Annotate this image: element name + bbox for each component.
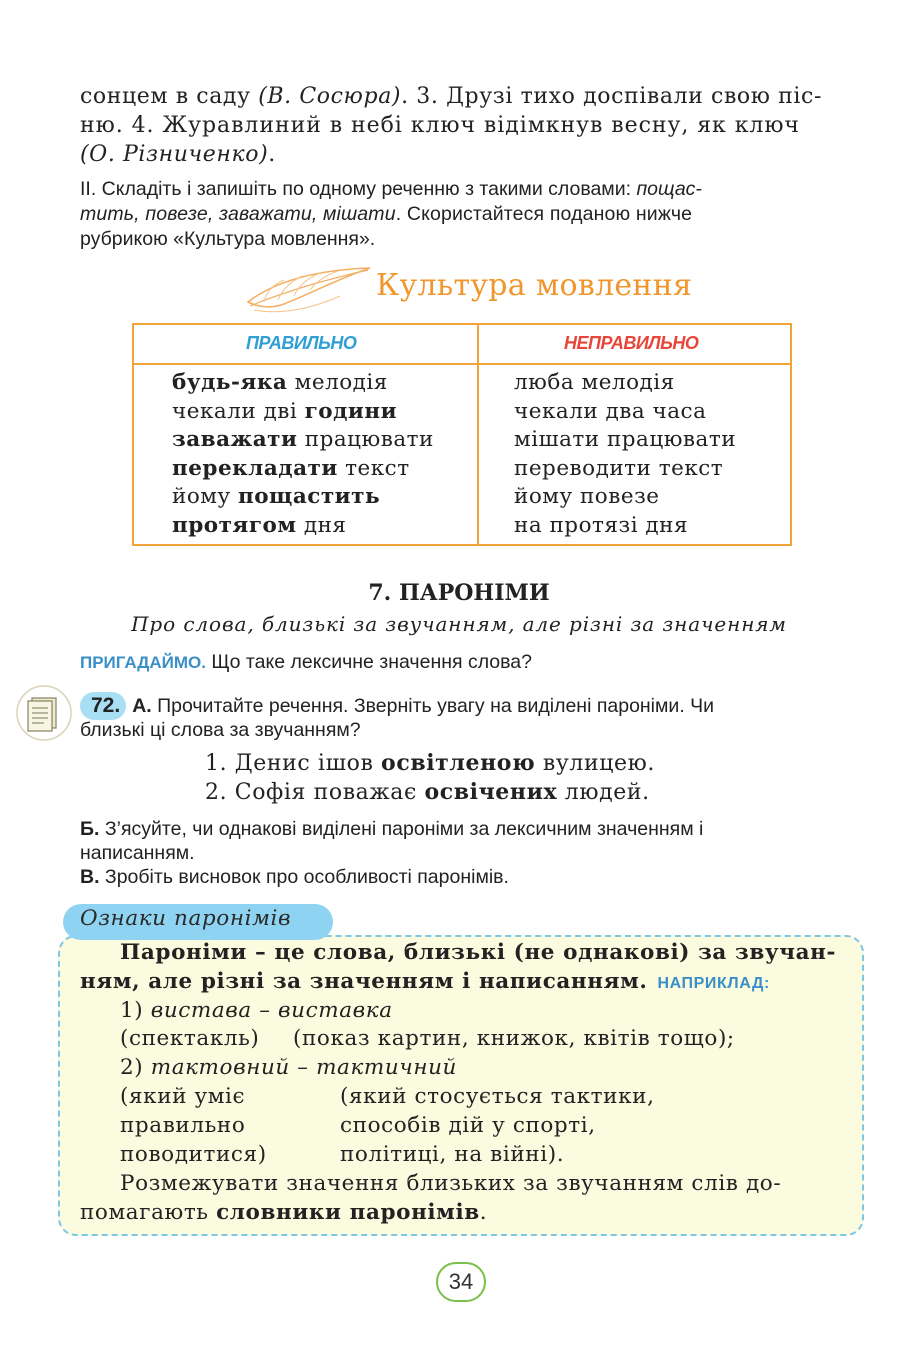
text-fragment: Розмежувати значення близьких за звучанням слів до-: [120, 1171, 782, 1196]
part-v-text: Зробіть висновок про особливості паронімів.: [99, 866, 509, 888]
highlighted-word: години: [304, 398, 398, 424]
paronym-word: освітленою: [381, 750, 536, 776]
section-subtitle: Про слова, близькі за звучанням, але різні за значенням: [131, 612, 787, 636]
rule-line: [293, 1026, 735, 1051]
text-fragment: вулицею.: [535, 751, 655, 776]
incorrect-item: мішати працювати: [514, 427, 737, 453]
text-fragment: працювати: [297, 427, 434, 453]
highlighted-word: протягом: [172, 512, 297, 538]
text-fragment: пощас-: [636, 178, 702, 200]
rule-line: [120, 1026, 259, 1051]
part-b-text: написанням.: [80, 842, 195, 864]
text-fragment: сонцем в саду: [80, 84, 259, 109]
meaning-text: (який уміє: [120, 1084, 246, 1109]
text-fragment: людей.: [557, 780, 650, 805]
part-b-label: Б.: [80, 818, 100, 840]
paronym-word: освічених: [424, 779, 558, 805]
dictionary-term: словники паронімів: [216, 1200, 480, 1225]
rule-line: [120, 940, 846, 965]
correct-item: [172, 398, 434, 427]
meaning-text: способів дій у спорті,: [340, 1113, 596, 1138]
text-fragment: йому: [172, 484, 238, 510]
recall-label: ПРИГАДАЙМО.: [80, 653, 206, 672]
text-fragment: 1. Денис ішов: [205, 751, 382, 776]
highlighted-word: будь-яка: [172, 370, 288, 395]
part-v-label: В.: [80, 866, 100, 888]
exercise-line: [80, 866, 846, 889]
rule-definition: Пароніми – це слова, близькі (не однакові) за звучан-: [120, 940, 836, 965]
rule-line: [120, 1171, 846, 1196]
incorrect-item: на протязі дня: [514, 512, 689, 538]
correct-item: [172, 512, 434, 541]
rule-line: [120, 998, 886, 1023]
text-fragment: . 3. Друзі тихо доспівали свою піс-: [401, 84, 822, 109]
text-fragment: помагають: [80, 1200, 217, 1225]
incorrect-column: [514, 369, 736, 541]
page-number: 34: [436, 1262, 486, 1302]
meaning-text: (який стосується тактики,: [340, 1084, 655, 1109]
rule-line: [120, 1055, 886, 1080]
highlighted-word: перекладати: [172, 455, 338, 481]
example-label: НАПРИКЛАД:: [657, 975, 770, 992]
paronym-pair: тактовний – тактичний: [150, 1055, 457, 1080]
task-line: [80, 178, 846, 201]
feather-icon: [244, 262, 374, 318]
correct-column: [172, 369, 434, 541]
paronym-pair: вистава – виставка: [150, 998, 393, 1023]
text-fragment: 1): [120, 998, 151, 1023]
highlighted-word: заважати: [172, 427, 298, 453]
correct-item: [172, 455, 434, 484]
notebook-icon: [16, 685, 72, 741]
text-fragment: .: [268, 142, 276, 167]
meaning-text: правильно: [120, 1113, 246, 1138]
text-line: [80, 84, 846, 109]
meaning-text: політиці, на війні).: [340, 1142, 565, 1167]
text-fragment: чекали дві: [172, 398, 305, 424]
exercise-line: [80, 719, 846, 742]
part-a-label: А.: [132, 695, 152, 717]
text-fragment: . Скористайтеся поданою нижче: [395, 203, 693, 225]
exercise-line: [80, 694, 846, 718]
culture-table: [132, 323, 792, 546]
section-title: 7. ПАРОНІМИ: [368, 580, 550, 606]
text-fragment: 2): [120, 1055, 151, 1080]
culture-title: Культура мовлення: [376, 268, 693, 303]
text-fragment: тить, повезе, заважати, мішати: [80, 203, 396, 225]
rule-label: Ознаки паронімів: [80, 906, 292, 931]
exercise-line: [80, 842, 846, 865]
rule-line: [80, 969, 846, 994]
incorrect-item: чекали два часа: [514, 398, 707, 424]
incorrect-item: люба мелодія: [514, 370, 675, 395]
incorrect-item: переводити текст: [514, 455, 724, 481]
meaning-text: (показ картин, книжок, квітів тощо);: [293, 1026, 735, 1051]
header-incorrect: НЕПРАВИЛЬНО: [564, 333, 699, 353]
exercise-number: 72.: [91, 694, 121, 717]
table-divider: [477, 325, 479, 544]
example-sentence: [205, 750, 655, 776]
text-line: [80, 113, 846, 138]
author-reference: (В. Сосюра): [258, 84, 402, 109]
exercise-line: [80, 818, 846, 841]
rule-definition: ням, але різні за значенням і написанням.: [80, 969, 648, 994]
text-fragment: мелодія: [287, 370, 388, 395]
meaning-text: (спектакль): [120, 1026, 260, 1051]
header-correct: ПРАВИЛЬНО: [246, 333, 357, 353]
correct-item: [172, 369, 434, 398]
rule-line: [80, 1200, 846, 1225]
recall-text: Що таке лексичне значення слова?: [205, 651, 532, 673]
example-sentence: [205, 779, 650, 805]
text-fragment: рубрикою «Культура мовлення».: [80, 228, 376, 250]
part-a-text: Прочитайте речення. Зверніть увагу на виділені пароніми. Чи: [151, 695, 715, 717]
correct-item: [172, 483, 434, 512]
text-fragment: .: [479, 1200, 488, 1225]
part-a-text: близькі ці слова за звучанням?: [80, 719, 361, 741]
text-line: [80, 142, 846, 167]
incorrect-item: йому повезе: [514, 484, 660, 510]
text-fragment: дня: [296, 512, 347, 538]
part-b-text: З’ясуйте, чи однакові виділені пароніми за лексичним значенням і: [99, 818, 704, 840]
task-line: [80, 203, 846, 226]
highlighted-word: пощастить: [237, 484, 381, 510]
meaning-text: поводитися): [120, 1142, 267, 1167]
text-fragment: ІІ. Складіть і запишіть по одному реченню з такими словами:: [80, 178, 637, 200]
correct-item: [172, 426, 434, 455]
text-fragment: текст: [337, 455, 410, 481]
text-fragment: 2. Софія поважає: [205, 780, 425, 805]
author-reference: (О. Різниченко): [80, 142, 269, 167]
text-fragment: ню. 4. Журавлиний в небі ключ відімкнув весну, як ключ: [80, 113, 800, 138]
task-line: [80, 228, 846, 251]
recall-line: [80, 651, 846, 674]
